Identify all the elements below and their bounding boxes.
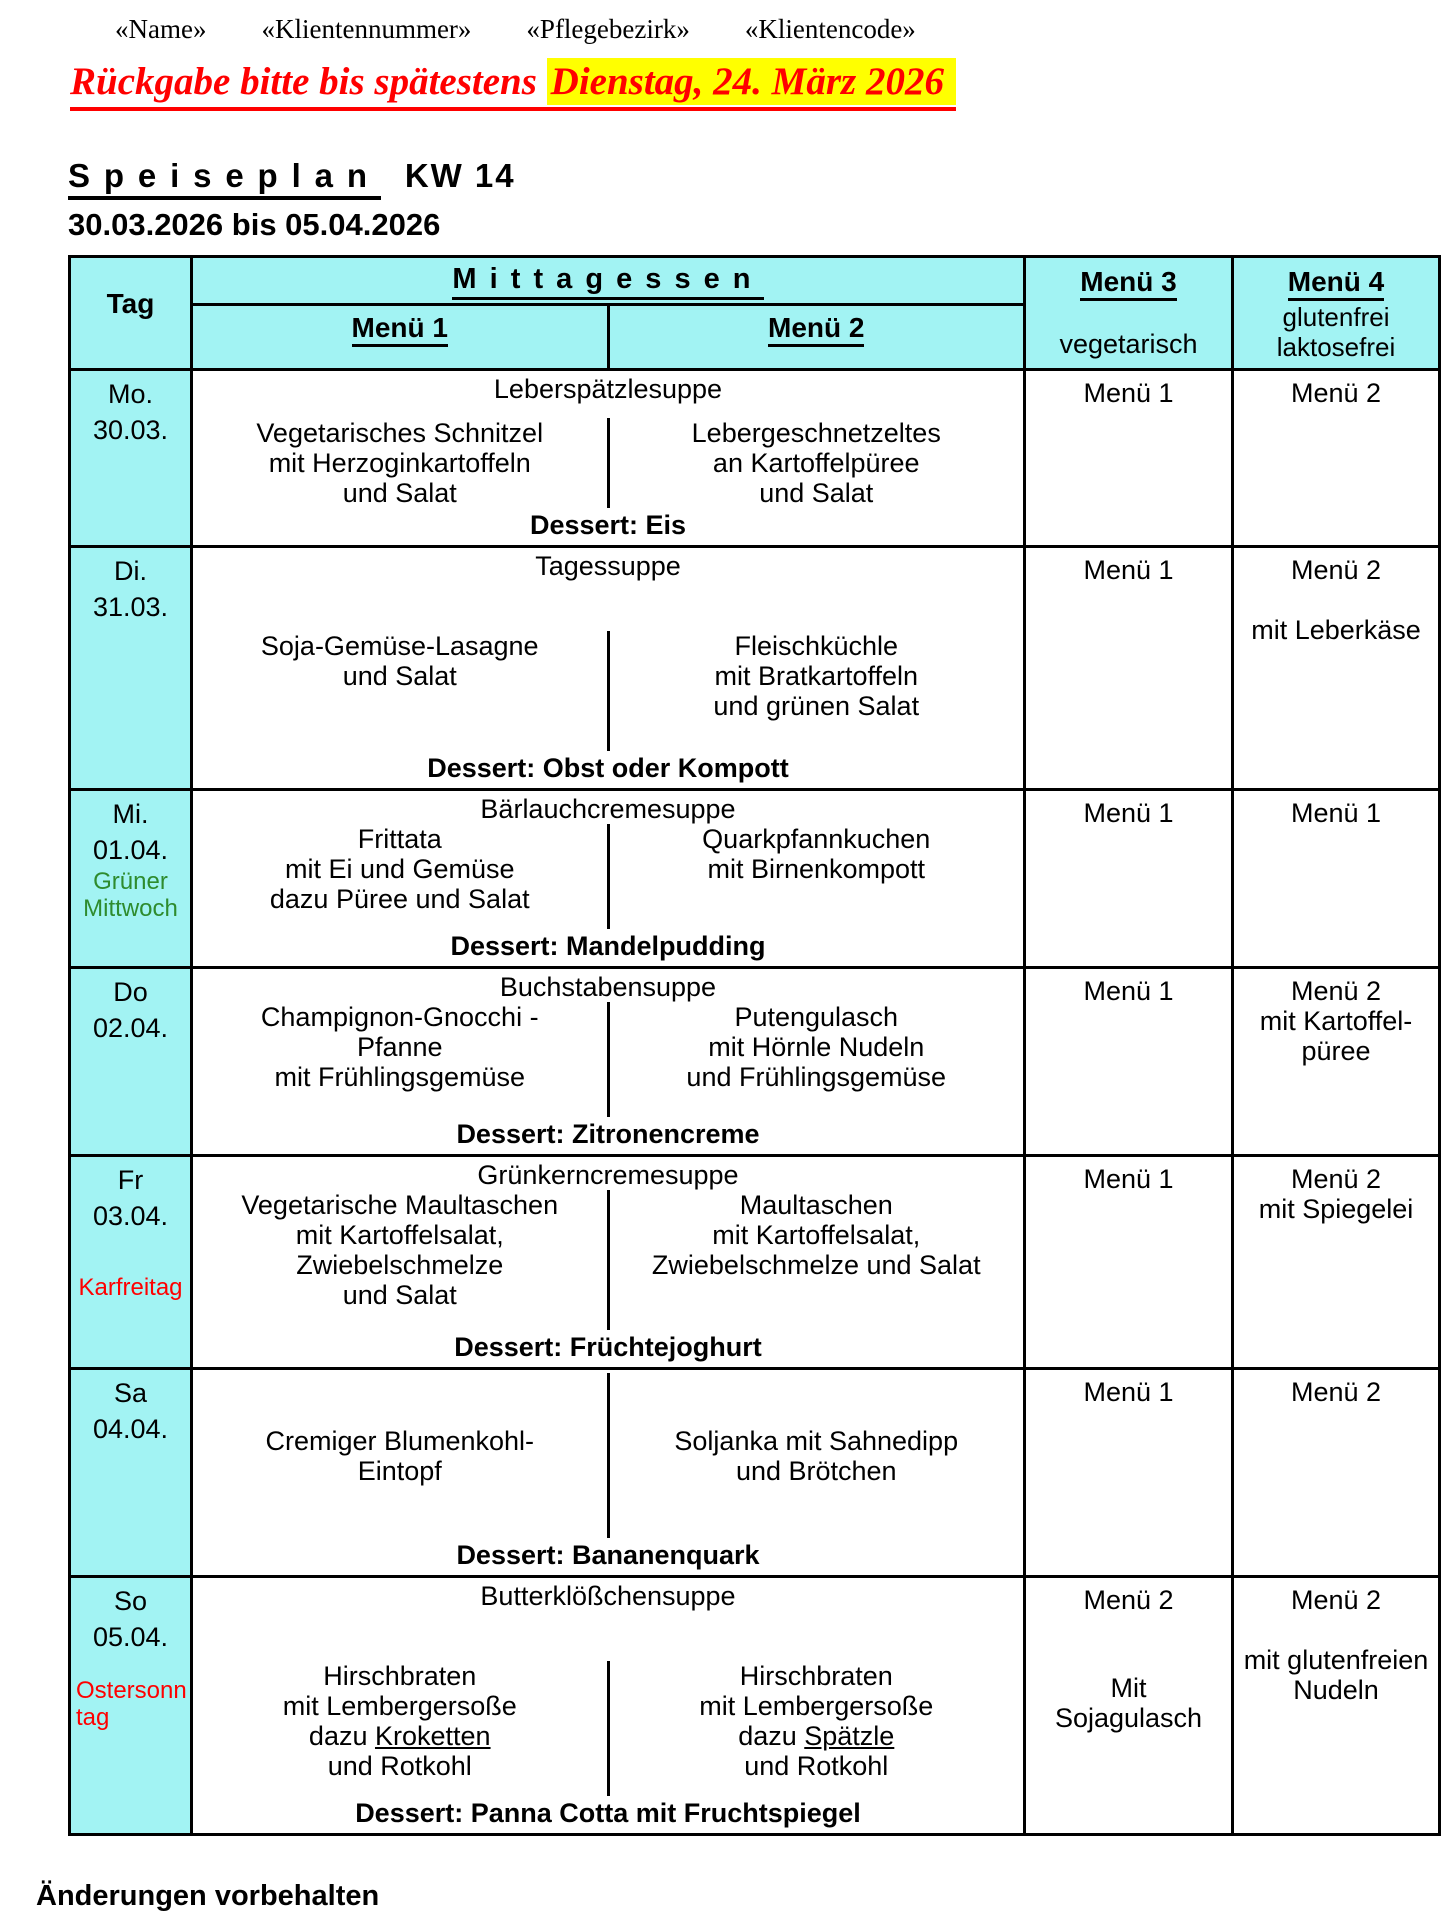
lunch-cell bbox=[193, 371, 1026, 545]
notice-deadline-highlight: Dienstag, 24. März 2026 bbox=[547, 58, 956, 105]
menu3-header-subtitle: vegetarisch bbox=[1059, 329, 1198, 359]
menu1-dish bbox=[193, 1002, 607, 1117]
header-menu3-cell bbox=[1026, 258, 1234, 368]
header-menu2-cell bbox=[607, 306, 1024, 368]
menu-ref-note bbox=[1234, 1194, 1438, 1224]
notice-text: Rückgabe bitte bis spätestens bbox=[70, 60, 547, 103]
menu-ref-note-line: Mit bbox=[1110, 1673, 1147, 1703]
table-header-row bbox=[71, 258, 1438, 368]
dish-columns bbox=[193, 631, 1023, 751]
plan-title-line bbox=[68, 157, 1444, 195]
menu1-dish bbox=[193, 418, 607, 508]
day-label: 05.04. bbox=[92, 1622, 169, 1652]
dish-text: und Brötchen bbox=[735, 1455, 897, 1486]
merge-fields-row bbox=[0, 0, 1444, 45]
dish-text: Eintopf bbox=[357, 1455, 442, 1486]
dish-text: mit Bratkartoffeln bbox=[714, 661, 919, 691]
menu-ref-label: Menü 1 bbox=[1083, 798, 1174, 828]
lunch-cell bbox=[193, 1370, 1026, 1575]
dish-columns bbox=[193, 418, 1023, 508]
lunch-cell bbox=[193, 1157, 1026, 1367]
lunch-cell bbox=[193, 791, 1026, 966]
calendar-week: KW 14 bbox=[404, 157, 516, 194]
dish-columns bbox=[193, 1190, 1023, 1330]
menu3-header-label: Menü 3 bbox=[1080, 266, 1176, 301]
meal-plan-table bbox=[68, 255, 1441, 1836]
dish-text bbox=[193, 1721, 607, 1751]
menu-ref-note bbox=[1026, 1673, 1231, 1733]
day-label: 03.04. bbox=[92, 1201, 169, 1231]
menu2-dish bbox=[607, 631, 1024, 751]
menu2-header-text: Menü 2 bbox=[768, 312, 864, 347]
day-label: Do bbox=[113, 977, 148, 1007]
dessert-text: Dessert: Panna Cotta mit Fruchtspiegel bbox=[355, 1798, 861, 1828]
return-deadline-row bbox=[70, 59, 1444, 111]
soup-text: Butterklößchensuppe bbox=[480, 1581, 736, 1611]
header-lunch-cell bbox=[193, 258, 1026, 368]
dish-text: und grünen Salat bbox=[713, 691, 920, 721]
dish-text: Soljanka mit Sahnedipp bbox=[674, 1425, 959, 1456]
menu4-cell bbox=[1234, 1370, 1438, 1575]
menu2-dish bbox=[607, 418, 1024, 508]
dish-text-underlined: Spätzle bbox=[804, 1721, 895, 1751]
dish-text: Zwiebelschmelze und Salat bbox=[651, 1250, 981, 1280]
menu-ref-label: Menü 1 bbox=[1290, 798, 1382, 828]
table-row bbox=[71, 545, 1438, 788]
dish-text: an Kartoffelpüree bbox=[712, 448, 920, 478]
dish-text: Vegetarisches Schnitzel bbox=[256, 418, 544, 448]
merge-field-client-number: «Klientennummer» bbox=[261, 14, 472, 44]
menu1-dish bbox=[193, 1373, 607, 1538]
day-label: 30.03. bbox=[92, 415, 169, 445]
dish-columns bbox=[193, 824, 1023, 929]
menu-ref-note-line: mit Kartoffel- bbox=[1259, 1006, 1413, 1036]
menu-ref-note-line: mit Spiegelei bbox=[1258, 1194, 1414, 1224]
day-label: Mo. bbox=[107, 379, 153, 409]
menu-ref-note bbox=[1234, 1645, 1438, 1705]
day-label: Fr bbox=[117, 1165, 144, 1195]
day-cell bbox=[71, 371, 193, 545]
lunch-cell bbox=[193, 1578, 1026, 1833]
day-label: 04.04. bbox=[92, 1414, 169, 1444]
day-cell bbox=[71, 548, 193, 788]
dish-text: Vegetarische Maultaschen bbox=[241, 1190, 559, 1220]
day-cell bbox=[71, 1370, 193, 1575]
menu2-dish bbox=[607, 824, 1024, 929]
dish-text: Soja-Gemüse-Lasagne bbox=[260, 631, 539, 661]
dish-text: Quarkpfannkuchen bbox=[702, 824, 931, 854]
footer-note: Änderungen vorbehalten bbox=[36, 1880, 380, 1912]
dish-text: mit Kartoffelsalat, bbox=[712, 1220, 921, 1250]
date-range: 30.03.2026 bis 05.04.2026 bbox=[68, 207, 441, 242]
lunch-title-text: Mittagessen bbox=[452, 263, 763, 300]
day-note: Ostersonntag bbox=[76, 1677, 187, 1731]
merge-field-care-district: «Pflegebezirk» bbox=[526, 14, 690, 44]
header-day-cell: Tag bbox=[71, 258, 193, 368]
dish-columns bbox=[193, 1002, 1023, 1117]
menu-ref-note-line: Nudeln bbox=[1293, 1675, 1379, 1705]
day-cell bbox=[71, 791, 193, 966]
dish-text-underlined: Kroketten bbox=[374, 1721, 491, 1751]
dish-text: mit Hörnle Nudeln bbox=[708, 1032, 925, 1062]
dish-text: und Frühlingsgemüse bbox=[686, 1062, 947, 1092]
menu-ref-label: Menü 2 bbox=[1290, 555, 1382, 585]
menu3-cell bbox=[1026, 791, 1234, 966]
table-row bbox=[71, 1154, 1438, 1367]
day-note: Grüner Mittwoch bbox=[83, 868, 178, 922]
table-row bbox=[71, 788, 1438, 966]
merge-field-name: «Name» bbox=[115, 14, 207, 44]
day-label: Di. bbox=[114, 556, 147, 586]
dish-text-plain: dazu bbox=[738, 1721, 805, 1751]
dish-text: mit Lembergersoße bbox=[699, 1691, 934, 1721]
menu1-dish bbox=[193, 1190, 607, 1330]
table-row bbox=[71, 966, 1438, 1154]
menu3-cell bbox=[1026, 548, 1234, 788]
dessert-text: Dessert: Mandelpudding bbox=[450, 931, 766, 961]
day-label: 02.04. bbox=[92, 1013, 169, 1043]
menu-ref-label: Menü 1 bbox=[1083, 1164, 1174, 1194]
menu-ref-label: Menü 2 bbox=[1083, 1585, 1174, 1615]
dessert-text: Dessert: Zitronencreme bbox=[456, 1119, 760, 1149]
header-lunch-title bbox=[193, 258, 1023, 306]
menu-ref-label: Menü 1 bbox=[1083, 555, 1174, 585]
menu4-cell bbox=[1234, 1157, 1438, 1367]
day-note: Karfreitag bbox=[78, 1274, 183, 1301]
dish-text: und Salat bbox=[759, 478, 874, 508]
menu-ref-label: Menü 2 bbox=[1290, 378, 1382, 408]
menu2-dish bbox=[607, 1661, 1024, 1796]
dish-text: und Salat bbox=[342, 661, 457, 691]
dish-text: Frittata bbox=[357, 824, 442, 854]
header-lunch-subrow bbox=[193, 306, 1023, 368]
dish-text: Maultaschen bbox=[739, 1190, 893, 1220]
dish-columns bbox=[193, 1373, 1023, 1538]
dish-text: Putengulasch bbox=[734, 1002, 899, 1032]
dish-text: und Salat bbox=[342, 1280, 457, 1310]
menu1-dish bbox=[193, 1661, 607, 1796]
dish-text: und Salat bbox=[342, 478, 457, 508]
day-cell bbox=[71, 1578, 193, 1833]
day-label: So bbox=[113, 1586, 148, 1616]
menu-ref-label: Menü 1 bbox=[1083, 976, 1174, 1006]
soup-text: Bärlauchcremesuppe bbox=[480, 794, 736, 824]
table-row bbox=[71, 1575, 1438, 1833]
menu3-cell bbox=[1026, 969, 1234, 1154]
dish-text: Zwiebelschmelze bbox=[296, 1250, 504, 1280]
day-label: 01.04. bbox=[92, 835, 169, 865]
menu-ref-label: Menü 1 bbox=[1083, 1377, 1174, 1407]
table-row bbox=[71, 1367, 1438, 1575]
menu3-cell bbox=[1026, 371, 1234, 545]
menu3-cell bbox=[1026, 1157, 1234, 1367]
menu2-dish bbox=[607, 1373, 1024, 1538]
menu3-cell bbox=[1026, 1578, 1234, 1833]
dish-text: mit Ei und Gemüse bbox=[284, 854, 515, 884]
dish-text: und Rotkohl bbox=[327, 1751, 472, 1781]
table-row bbox=[71, 368, 1438, 545]
menu-ref-label: Menü 2 bbox=[1290, 1585, 1382, 1615]
dish-text: Hirschbraten bbox=[739, 1661, 893, 1691]
menu-ref-note-line: püree bbox=[1301, 1036, 1371, 1066]
dish-text: Lebergeschnetzeltes bbox=[691, 418, 941, 448]
dish-text: mit Birnenkompott bbox=[707, 854, 926, 884]
dish-text-plain: dazu bbox=[308, 1721, 375, 1751]
dessert-text: Dessert: Obst oder Kompott bbox=[427, 753, 789, 783]
dessert-text: Dessert: Früchtejoghurt bbox=[454, 1332, 762, 1362]
dish-text: mit Frühlingsgemüse bbox=[274, 1062, 526, 1092]
soup-text: Grünkerncremesuppe bbox=[477, 1160, 739, 1190]
day-cell bbox=[71, 1157, 193, 1367]
menu-ref-label: Menü 2 bbox=[1290, 1377, 1382, 1407]
page-title: Speiseplan bbox=[68, 157, 381, 200]
menu4-cell bbox=[1234, 548, 1438, 788]
dish-text: dazu Püree und Salat bbox=[269, 884, 530, 914]
menu2-dish bbox=[607, 1002, 1024, 1117]
menu2-dish bbox=[607, 1190, 1024, 1330]
dish-text: Hirschbraten bbox=[323, 1661, 477, 1691]
menu1-header-text: Menü 1 bbox=[352, 312, 448, 347]
menu4-cell bbox=[1234, 791, 1438, 966]
menu-ref-note bbox=[1234, 1006, 1438, 1066]
menu4-header-text bbox=[1234, 265, 1438, 299]
dish-text: Champignon-Gnocchi - bbox=[260, 1002, 539, 1032]
dish-text: und Rotkohl bbox=[744, 1751, 889, 1781]
day-cell bbox=[71, 969, 193, 1154]
dish-columns bbox=[193, 1661, 1023, 1796]
menu4-cell bbox=[1234, 371, 1438, 545]
lunch-cell bbox=[193, 548, 1026, 788]
dessert-text: Dessert: Eis bbox=[529, 510, 687, 540]
dish-text: Fleischküchle bbox=[734, 631, 899, 661]
dessert-text: Dessert: Bananenquark bbox=[456, 1540, 760, 1570]
menu4-cell bbox=[1234, 1578, 1438, 1833]
menu-ref-note-line: mit glutenfreien bbox=[1243, 1645, 1429, 1675]
soup-text: Buchstabensuppe bbox=[499, 972, 717, 1002]
dish-text bbox=[610, 1721, 1024, 1751]
dish-text: mit Herzoginkartoffeln bbox=[268, 448, 531, 478]
menu-ref-note bbox=[1234, 615, 1438, 645]
menu4-header-subtitle bbox=[1234, 302, 1438, 362]
menu1-dish bbox=[193, 631, 607, 751]
menu3-cell bbox=[1026, 1370, 1234, 1575]
menu-ref-label: Menü 2 bbox=[1290, 976, 1382, 1006]
dish-text: Cremiger Blumenkohl- bbox=[265, 1425, 535, 1456]
merge-field-client-code: «Klientencode» bbox=[744, 14, 916, 44]
lunch-cell bbox=[193, 969, 1026, 1154]
day-label: Sa bbox=[113, 1378, 148, 1408]
menu1-dish bbox=[193, 824, 607, 929]
menu4-sub-line2: laktosefrei bbox=[1276, 332, 1396, 362]
header-menu1-cell bbox=[193, 306, 607, 368]
menu4-cell bbox=[1234, 969, 1438, 1154]
menu-ref-label: Menü 1 bbox=[1083, 378, 1174, 408]
menu-ref-label: Menü 2 bbox=[1290, 1164, 1382, 1194]
menu3-header-text bbox=[1026, 265, 1231, 299]
header-menu4-cell bbox=[1234, 258, 1438, 368]
menu-ref-note-line: Sojagulasch bbox=[1054, 1703, 1203, 1733]
return-deadline-notice bbox=[70, 59, 956, 111]
dish-text: mit Lembergersoße bbox=[282, 1691, 517, 1721]
soup-text: Leberspätzlesuppe bbox=[493, 374, 723, 404]
day-label: 31.03. bbox=[92, 592, 169, 622]
dish-text: Pfanne bbox=[356, 1032, 443, 1062]
day-label: Mi. bbox=[112, 799, 149, 829]
menu4-header-label: Menü 4 bbox=[1288, 266, 1384, 301]
soup-text: Tagessuppe bbox=[535, 551, 681, 581]
menu4-sub-line1: glutenfrei bbox=[1282, 302, 1390, 332]
dish-text: mit Kartoffelsalat, bbox=[295, 1220, 504, 1250]
menu-ref-note-line: mit Leberkäse bbox=[1251, 615, 1421, 645]
